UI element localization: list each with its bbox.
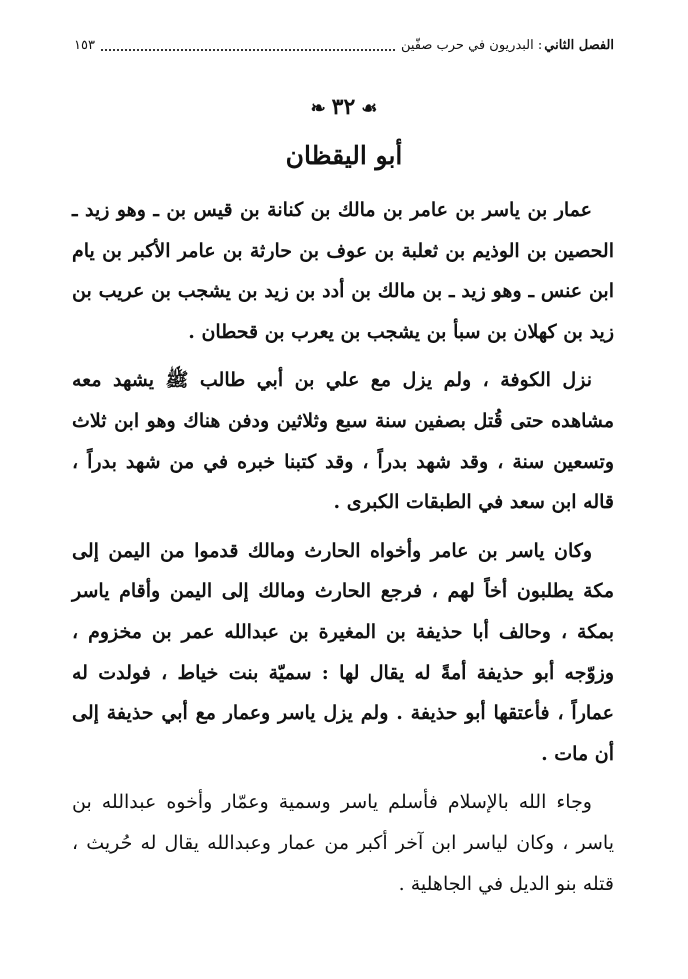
ornament-left-icon: ❧	[310, 98, 326, 119]
chapter-title: أبو اليقظان	[285, 141, 403, 170]
running-header	[74, 34, 614, 58]
body-text	[72, 190, 614, 912]
chapter-number-heading	[0, 90, 688, 126]
paragraph-genealogy: عمار بن ياسر بن عامر بن مالك بن كنانة بن قيس بن ـ وهو زيد ـ الحصين بن الوذيم بن ثعلبة بن عوف بن حارثة بن عامر الأكبر بن يام ابن عنس ـ وهو زيد ـ بن مالك بن أدد بن زيد بن يشجب بن عريب بن زيد بن كهلان بن سبأ بن يشجب بن يعرب بن قحطان .	[72, 199, 614, 343]
header-subtitle: : البدريون في حرب صفّين	[400, 38, 543, 53]
paragraph-yasir: وكان ياسر بن عامر وأخواه الحارث ومالك قدموا من اليمن إلى مكة يطلبون أخاً لهم ، فرجع الحارث ومالك إلى اليمن وأقام ياسر بمكة ، وحالف أبا حذيفة بن المغيرة بن عبدالله عمر بن مخزوم ، وزوّجه أبو حذيفة أمةً له يقال لها : سميّة بنت خياط ، فولدت له عماراً ، فأعتقها أبو حذيفة . ولم يزل ياسر وعمار مع أبي حذيفة إلى أن مات .	[72, 539, 614, 765]
paragraph-islam: وجاء الله بالإسلام فأسلم ياسر وسمية وعمّار وأخوه عبدالله بن ياسر ، وكان لياسر ابن آخر أكبر من عمار وعبدالله يقال له حُريث ، قتله بنو الديل في الجاهلية .	[72, 791, 614, 895]
paragraph-kufa: نزل الكوفة ، ولم يزل مع علي بن أبي طالب ﷺ يشهد معه مشاهده حتى قُتل بصفين سنة سبع وثلاثين ودفن هناك وهو ابن ثلاث وتسعين سنة ، وقد شهد بدراً ، وقد كتبنا خبره في من شهد بدراً ، قاله ابن سعد في الطبقات الكبرى .	[72, 369, 614, 514]
chapter-number: ٣٢	[331, 94, 356, 120]
dotted-leader	[101, 49, 395, 51]
page-number: ١٥٣	[74, 38, 95, 53]
ornament-right-icon: ☙	[361, 98, 378, 119]
header-section-label: الفصل الثاني	[544, 38, 614, 53]
